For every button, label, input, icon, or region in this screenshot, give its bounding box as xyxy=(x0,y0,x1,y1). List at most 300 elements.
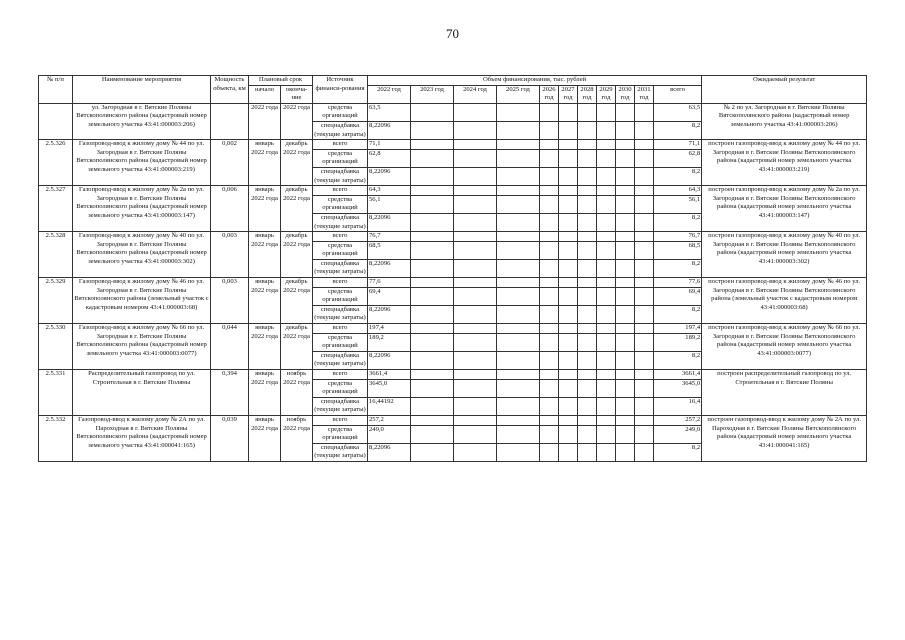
value-empty xyxy=(559,370,578,380)
value-empty xyxy=(635,287,654,305)
value-empty xyxy=(559,324,578,334)
funding-table xyxy=(38,75,867,462)
value-empty xyxy=(635,425,654,443)
capacity-value: 0,006 xyxy=(211,186,249,232)
start-date: январь 2022 года xyxy=(249,140,281,186)
value-empty xyxy=(635,103,654,121)
value-empty xyxy=(454,195,497,213)
table-row xyxy=(39,232,867,242)
value-empty xyxy=(578,213,597,231)
header-period: Плановый срок xyxy=(249,76,313,86)
row-number: 2.5.326 xyxy=(39,140,73,186)
value-empty xyxy=(497,213,540,231)
value-2022: 8,22096 xyxy=(368,121,411,139)
value-empty xyxy=(616,379,635,397)
expected-result: построен газопровод-ввод к жилому дому № 2а по ул. Загородная в г. Вятские Поляны Вятскополянского района (кадастровый номер земельного участка 43:41:000003:147) xyxy=(702,186,867,232)
funding-source: всего xyxy=(313,232,368,242)
value-empty xyxy=(559,103,578,121)
funding-source: спецнадбавка (текущие затраты) xyxy=(313,121,368,139)
value-empty xyxy=(578,149,597,167)
header-year: 2027 год xyxy=(559,85,578,103)
value-empty xyxy=(411,149,454,167)
measure-name: Газопровод-ввод к жилому дому № 66 по ул. Загородная в г. Вятские Поляны Вятскополянского района (кадастровый номер земельного участка 43:41:000003:0077) xyxy=(73,324,211,370)
value-total: 77,6 xyxy=(654,278,702,288)
value-total: 8,2 xyxy=(654,351,702,369)
value-empty xyxy=(559,443,578,461)
capacity-value: 0,003 xyxy=(211,278,249,324)
value-empty xyxy=(454,324,497,334)
expected-result: построен газопровод-ввод к жилому дому № 40 по ул. Загородная в г. Вятские Поляны Вятскополянского района (кадастровый номер земельного участка 43:41:000003:302) xyxy=(702,232,867,278)
header-year: 2026 год xyxy=(540,85,559,103)
value-empty xyxy=(497,278,540,288)
value-empty xyxy=(559,379,578,397)
funding-source: спецнадбавка (текущие затраты) xyxy=(313,443,368,461)
value-empty xyxy=(540,103,559,121)
value-empty xyxy=(454,121,497,139)
value-empty xyxy=(578,379,597,397)
value-total: 8,2 xyxy=(654,121,702,139)
expected-result: построен газопровод-ввод к жилому дому № 2А по ул. Пароходная в г. Вятские Поляны Вятскополянского района (кадастровый номер земельного участка 43:41:000041:165) xyxy=(702,415,867,461)
value-empty xyxy=(616,397,635,415)
value-empty xyxy=(454,186,497,196)
value-empty xyxy=(559,213,578,231)
funding-source: спецнадбавка (текущие затраты) xyxy=(313,397,368,415)
header-result: Ожидаемый результат xyxy=(702,76,867,104)
value-empty xyxy=(597,397,616,415)
measure-name: Газопровод-ввод к жилому дому № 40 по ул. Загородная в г. Вятские Поляны Вятскополянского района (кадастровый номер земельного участка 43:41:000003:302) xyxy=(73,232,211,278)
value-empty xyxy=(597,259,616,277)
value-empty xyxy=(635,397,654,415)
value-2022: 62,8 xyxy=(368,149,411,167)
value-empty xyxy=(411,259,454,277)
value-empty xyxy=(540,186,559,196)
start-date: январь 2022 года xyxy=(249,186,281,232)
value-empty xyxy=(540,443,559,461)
value-empty xyxy=(578,287,597,305)
value-empty xyxy=(454,443,497,461)
value-empty xyxy=(454,333,497,351)
value-empty xyxy=(540,397,559,415)
value-empty xyxy=(411,186,454,196)
value-empty xyxy=(454,415,497,425)
value-empty xyxy=(497,167,540,185)
value-2022: 76,7 xyxy=(368,232,411,242)
value-empty xyxy=(578,167,597,185)
value-empty xyxy=(635,415,654,425)
header-year: 2028 год xyxy=(578,85,597,103)
header-funding: Объем финансирования, тыс. рублей xyxy=(368,76,702,86)
value-empty xyxy=(559,121,578,139)
value-empty xyxy=(559,287,578,305)
value-empty xyxy=(616,103,635,121)
row-number: 2.5.328 xyxy=(39,232,73,278)
value-empty xyxy=(411,305,454,323)
value-empty xyxy=(540,241,559,259)
end-date: декабрь 2022 года xyxy=(281,324,313,370)
value-empty xyxy=(497,305,540,323)
value-empty xyxy=(540,121,559,139)
value-empty xyxy=(454,149,497,167)
value-empty xyxy=(454,140,497,150)
end-date: декабрь 2022 года xyxy=(281,278,313,324)
value-total: 63,5 xyxy=(654,103,702,121)
value-empty xyxy=(578,397,597,415)
value-empty xyxy=(597,379,616,397)
value-empty xyxy=(597,287,616,305)
funding-source: спецнадбавка (текущие затраты) xyxy=(313,305,368,323)
value-empty xyxy=(635,333,654,351)
value-empty xyxy=(540,278,559,288)
funding-source: средства организаций xyxy=(313,241,368,259)
value-empty xyxy=(597,278,616,288)
value-empty xyxy=(616,213,635,231)
value-empty xyxy=(559,397,578,415)
funding-source: всего xyxy=(313,278,368,288)
value-empty xyxy=(559,241,578,259)
funding-source: спецнадбавка (текущие затраты) xyxy=(313,167,368,185)
value-2022: 16,44192 xyxy=(368,397,411,415)
value-total: 56,1 xyxy=(654,195,702,213)
value-total: 8,2 xyxy=(654,443,702,461)
start-date: январь 2022 года xyxy=(249,370,281,416)
value-empty xyxy=(597,415,616,425)
value-empty xyxy=(497,186,540,196)
funding-source: средства организаций xyxy=(313,425,368,443)
value-empty xyxy=(540,324,559,334)
value-empty xyxy=(454,351,497,369)
value-empty xyxy=(540,305,559,323)
header-source: Источник финанси-рования xyxy=(313,76,368,104)
value-2022: 197,4 xyxy=(368,324,411,334)
value-2022: 63,5 xyxy=(368,103,411,121)
end-date: ноябрь 2022 года xyxy=(281,415,313,461)
value-2022: 64,3 xyxy=(368,186,411,196)
value-empty xyxy=(578,103,597,121)
value-empty xyxy=(454,232,497,242)
value-empty xyxy=(559,351,578,369)
value-empty xyxy=(497,287,540,305)
value-2022: 8,22096 xyxy=(368,259,411,277)
value-empty xyxy=(540,333,559,351)
capacity-value xyxy=(211,103,249,139)
value-empty xyxy=(597,333,616,351)
value-total: 71,1 xyxy=(654,140,702,150)
value-empty xyxy=(578,370,597,380)
funding-source: всего xyxy=(313,186,368,196)
value-empty xyxy=(635,305,654,323)
value-2022: 8,22096 xyxy=(368,351,411,369)
value-empty xyxy=(616,121,635,139)
expected-result: построен распределительный газопровод по ул. Строительная в г. Вятские Поляны xyxy=(702,370,867,416)
value-empty xyxy=(597,351,616,369)
value-empty xyxy=(616,415,635,425)
value-empty xyxy=(411,195,454,213)
header-year: 2029 год xyxy=(597,85,616,103)
value-empty xyxy=(454,425,497,443)
value-total: 8,2 xyxy=(654,213,702,231)
value-empty xyxy=(578,443,597,461)
value-empty xyxy=(411,278,454,288)
value-empty xyxy=(597,195,616,213)
value-empty xyxy=(578,278,597,288)
header-capacity: Мощность объекта, км xyxy=(211,76,249,104)
value-empty xyxy=(616,167,635,185)
header-year: 2025 год xyxy=(497,85,540,103)
start-date: январь 2022 года xyxy=(249,278,281,324)
value-empty xyxy=(497,351,540,369)
value-empty xyxy=(411,121,454,139)
value-empty xyxy=(540,140,559,150)
value-empty xyxy=(635,232,654,242)
value-empty xyxy=(497,324,540,334)
value-empty xyxy=(540,425,559,443)
expected-result: построен газопровод-ввод к жилому дому № 66 по ул. Загородная в г. Вятские Поляны Вятскополянского района (кадастровый номер земельного участка 43:41:000003:0077) xyxy=(702,324,867,370)
value-empty xyxy=(454,397,497,415)
funding-source: средства организаций xyxy=(313,379,368,397)
start-date: январь 2022 года xyxy=(249,232,281,278)
value-2022: 8,22096 xyxy=(368,167,411,185)
end-date: декабрь 2022 года xyxy=(281,232,313,278)
value-empty xyxy=(578,232,597,242)
value-empty xyxy=(559,232,578,242)
end-date: 2022 года xyxy=(281,103,313,139)
value-empty xyxy=(411,324,454,334)
value-empty xyxy=(411,167,454,185)
value-empty xyxy=(616,241,635,259)
value-2022: 77,6 xyxy=(368,278,411,288)
funding-source: спецнадбавка (текущие затраты) xyxy=(313,213,368,231)
value-empty xyxy=(578,351,597,369)
value-empty xyxy=(540,415,559,425)
value-empty xyxy=(540,370,559,380)
value-total: 62,8 xyxy=(654,149,702,167)
table-row xyxy=(39,370,867,380)
value-empty xyxy=(411,287,454,305)
value-empty xyxy=(559,305,578,323)
value-empty xyxy=(411,103,454,121)
value-empty xyxy=(411,213,454,231)
value-empty xyxy=(497,232,540,242)
value-empty xyxy=(559,186,578,196)
table-row xyxy=(39,415,867,425)
value-empty xyxy=(635,259,654,277)
funding-source: средства организаций xyxy=(313,103,368,121)
expected-result: построен газопровод-ввод к жилому дому № 44 по ул. Загородная в г. Вятские Поляны Вятскополянского района (кадастровый номер земельного участка 43:41:000003:219) xyxy=(702,140,867,186)
value-empty xyxy=(559,195,578,213)
funding-source: всего xyxy=(313,415,368,425)
value-empty xyxy=(597,324,616,334)
value-empty xyxy=(635,241,654,259)
value-empty xyxy=(635,351,654,369)
value-empty xyxy=(540,195,559,213)
value-empty xyxy=(411,397,454,415)
value-2022: 8,22096 xyxy=(368,443,411,461)
value-empty xyxy=(454,241,497,259)
value-empty xyxy=(540,149,559,167)
value-empty xyxy=(578,324,597,334)
row-number: 2.5.327 xyxy=(39,186,73,232)
value-empty xyxy=(454,370,497,380)
value-total: 257,2 xyxy=(654,415,702,425)
value-total: 197,4 xyxy=(654,324,702,334)
value-empty xyxy=(578,186,597,196)
value-empty xyxy=(497,241,540,259)
value-empty xyxy=(616,186,635,196)
measure-name: Газопровод-ввод к жилому дому № 44 по ул. Загородная в г. Вятские Поляны Вятскополянского района (кадастровый номер земельного участка 43:41:000003:219) xyxy=(73,140,211,186)
value-2022: 8,22096 xyxy=(368,213,411,231)
value-empty xyxy=(411,241,454,259)
value-empty xyxy=(411,333,454,351)
value-empty xyxy=(540,213,559,231)
value-empty xyxy=(497,415,540,425)
value-empty xyxy=(635,186,654,196)
value-2022: 69,4 xyxy=(368,287,411,305)
table-row xyxy=(39,324,867,334)
value-empty xyxy=(616,333,635,351)
value-empty xyxy=(616,287,635,305)
value-empty xyxy=(616,232,635,242)
value-empty xyxy=(597,149,616,167)
value-empty xyxy=(540,259,559,277)
start-date: 2022 года xyxy=(249,103,281,139)
value-2022: 3661,4 xyxy=(368,370,411,380)
value-empty xyxy=(497,443,540,461)
capacity-value: 0,044 xyxy=(211,324,249,370)
start-date: январь 2022 года xyxy=(249,415,281,461)
header-end: оконча-ние xyxy=(281,85,313,103)
value-empty xyxy=(454,305,497,323)
value-empty xyxy=(454,167,497,185)
value-empty xyxy=(559,167,578,185)
measure-name: Газопровод-ввод к жилому дому № 2а по ул. Загородная в г. Вятские Поляны Вятскополянского района (кадастровый номер земельного участка 43:41:000003:147) xyxy=(73,186,211,232)
value-total: 8,2 xyxy=(654,167,702,185)
value-total: 3661,4 xyxy=(654,370,702,380)
value-2022: 8,22096 xyxy=(368,305,411,323)
value-empty xyxy=(597,425,616,443)
value-empty xyxy=(578,241,597,259)
end-date: ноябрь 2022 года xyxy=(281,370,313,416)
header-year: 2023 год xyxy=(411,85,454,103)
value-empty xyxy=(559,140,578,150)
value-empty xyxy=(540,287,559,305)
funding-source: средства организаций xyxy=(313,333,368,351)
capacity-value: 0,394 xyxy=(211,370,249,416)
value-empty xyxy=(454,287,497,305)
value-empty xyxy=(497,195,540,213)
value-2022: 257,2 xyxy=(368,415,411,425)
expected-result: построен газопровод-ввод к жилому дому № 46 по ул. Загородная в г. Вятские Поляны Вятскополянского района (земельный участок с кадастровым номером 43:41:000003:68) xyxy=(702,278,867,324)
value-total: 68,5 xyxy=(654,241,702,259)
value-total: 64,3 xyxy=(654,186,702,196)
value-empty xyxy=(635,149,654,167)
value-empty xyxy=(597,167,616,185)
value-empty xyxy=(454,213,497,231)
table-row xyxy=(39,103,867,121)
page-number: 70 xyxy=(446,26,459,41)
value-empty xyxy=(540,232,559,242)
measure-name: Газопровод-ввод к жилому дому № 2А по ул. Пароходная в г. Вятские Поляны Вятскополянского района (кадастровый номер земельного участка 43:41:000041:165) xyxy=(73,415,211,461)
funding-source: всего xyxy=(313,324,368,334)
header-start: начало xyxy=(249,85,281,103)
value-empty xyxy=(497,333,540,351)
value-empty xyxy=(578,305,597,323)
value-empty xyxy=(578,333,597,351)
funding-source: средства организаций xyxy=(313,287,368,305)
value-empty xyxy=(616,149,635,167)
value-total: 76,7 xyxy=(654,232,702,242)
value-empty xyxy=(540,351,559,369)
value-empty xyxy=(454,278,497,288)
value-empty xyxy=(454,379,497,397)
value-empty xyxy=(559,333,578,351)
row-number: 2.5.330 xyxy=(39,324,73,370)
value-empty xyxy=(411,415,454,425)
value-2022: 71,1 xyxy=(368,140,411,150)
table-row xyxy=(39,186,867,196)
value-empty xyxy=(635,324,654,334)
value-empty xyxy=(559,425,578,443)
value-empty xyxy=(597,241,616,259)
value-empty xyxy=(497,103,540,121)
value-total: 3645,0 xyxy=(654,379,702,397)
capacity-value: 0,039 xyxy=(211,415,249,461)
value-empty xyxy=(454,259,497,277)
value-empty xyxy=(597,232,616,242)
header-num: № п/п xyxy=(39,76,73,104)
header-total: всего xyxy=(654,85,702,103)
header-year: 2022 год xyxy=(368,85,411,103)
value-empty xyxy=(616,140,635,150)
funding-source: спецнадбавка (текущие затраты) xyxy=(313,259,368,277)
value-empty xyxy=(540,379,559,397)
table-row xyxy=(39,140,867,150)
value-empty xyxy=(635,121,654,139)
funding-source: всего xyxy=(313,370,368,380)
value-empty xyxy=(616,259,635,277)
value-empty xyxy=(411,232,454,242)
value-2022: 68,5 xyxy=(368,241,411,259)
value-empty xyxy=(411,140,454,150)
row-number xyxy=(39,103,73,139)
capacity-value: 0,002 xyxy=(211,140,249,186)
value-empty xyxy=(597,213,616,231)
value-empty xyxy=(635,213,654,231)
value-empty xyxy=(597,103,616,121)
value-empty xyxy=(578,121,597,139)
end-date: декабрь 2022 года xyxy=(281,186,313,232)
value-empty xyxy=(578,415,597,425)
value-empty xyxy=(497,149,540,167)
value-empty xyxy=(597,305,616,323)
value-empty xyxy=(411,351,454,369)
header-name: Наименование мероприятия xyxy=(73,76,211,104)
value-empty xyxy=(497,259,540,277)
value-empty xyxy=(497,140,540,150)
value-empty xyxy=(616,351,635,369)
value-empty xyxy=(597,370,616,380)
value-2022: 56,1 xyxy=(368,195,411,213)
value-empty xyxy=(411,370,454,380)
value-empty xyxy=(497,379,540,397)
value-2022: 189,2 xyxy=(368,333,411,351)
value-empty xyxy=(616,305,635,323)
capacity-value: 0,003 xyxy=(211,232,249,278)
value-empty xyxy=(635,167,654,185)
value-empty xyxy=(559,149,578,167)
value-total: 8,2 xyxy=(654,305,702,323)
value-empty xyxy=(616,324,635,334)
row-number: 2.5.332 xyxy=(39,415,73,461)
